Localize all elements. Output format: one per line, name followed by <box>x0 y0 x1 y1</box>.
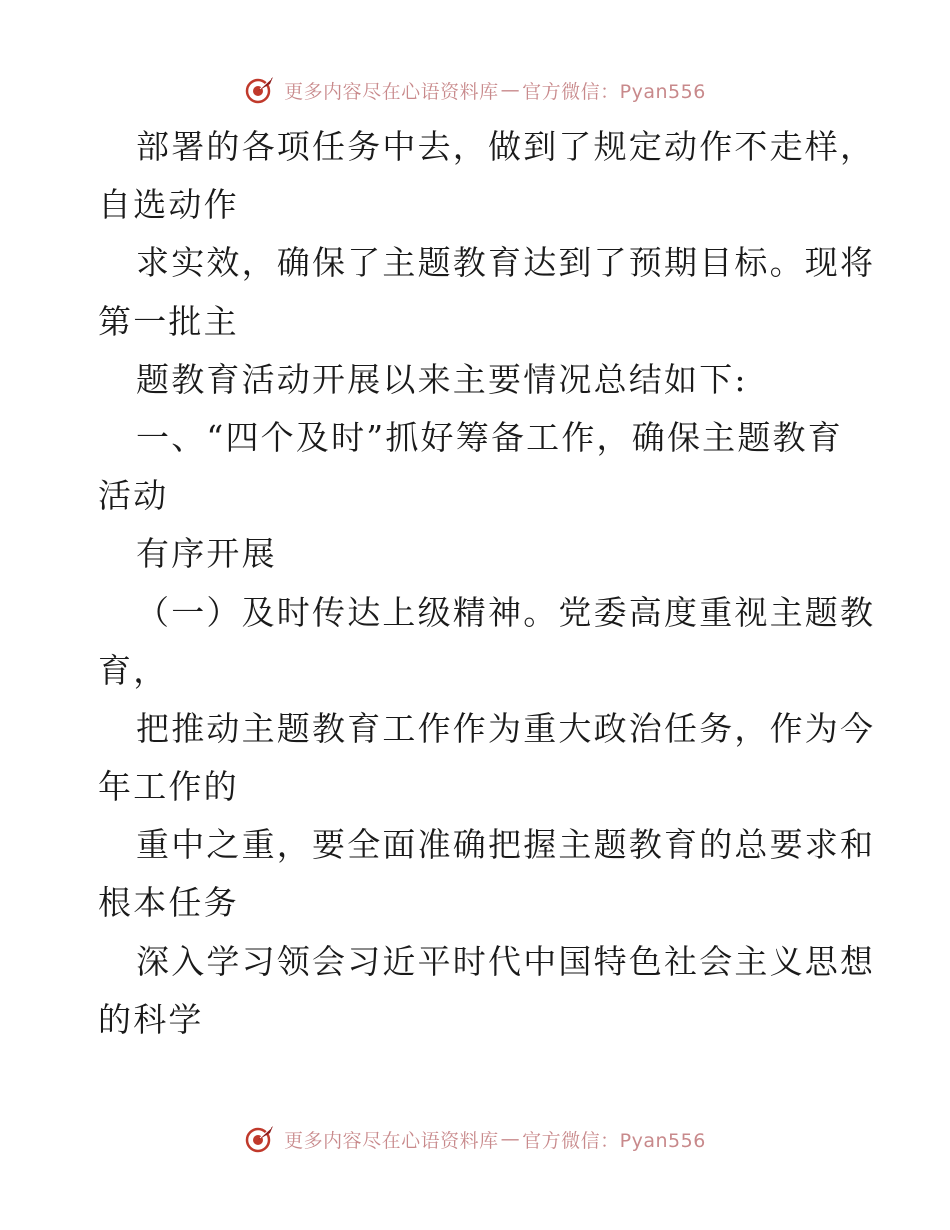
text-line: 求实效，确保了主题教育达到了预期目标。现将 <box>136 243 876 283</box>
header-watermark <box>0 70 950 110</box>
text-line: 把推动主题教育工作作为重大政治任务，作为今 <box>136 708 876 748</box>
text-line: 一、“四个及时”抓好筹备工作，确保主题教育 <box>136 417 843 457</box>
text-line: 育， <box>98 650 169 690</box>
quill-logo-icon <box>244 1123 276 1155</box>
text-line: 根本任务 <box>98 883 239 923</box>
footer-watermark <box>0 1119 950 1159</box>
text-line: 自选动作 <box>98 185 239 225</box>
text-line: 部署的各项任务中去，做到了规定动作不走样， <box>136 127 876 166</box>
watermark-text: 更多内容尽在心语资料库 <box>284 1129 499 1152</box>
watermark-text: 更多内容尽在心语资料库 <box>284 80 499 103</box>
text-line: 年工作的 <box>98 767 239 807</box>
text-line: 重中之重，要全面准确把握主题教育的总要求和 <box>136 825 876 865</box>
text-line: 活动 <box>98 476 169 516</box>
text-line: 的科学 <box>98 999 204 1039</box>
quill-logo-icon <box>244 74 276 106</box>
watermark-suffix: 官方微信：Pyan556 <box>522 1129 706 1152</box>
watermark-dash: — <box>500 79 521 101</box>
watermark-suffix: 官方微信：Pyan556 <box>522 80 706 103</box>
text-line: 题教育活动开展以来主要情况总结如下: <box>136 359 748 399</box>
text-line: 第一批主 <box>98 301 239 341</box>
text-line: 深入学习领会习近平时代中国特色社会主义思想 <box>136 941 876 981</box>
text-line: 有序开展 <box>136 534 277 574</box>
text-line: （一）及时传达上级精神。党委高度重视主题教 <box>136 592 876 632</box>
document-body <box>98 118 876 1049</box>
watermark-dash: — <box>500 1128 521 1150</box>
